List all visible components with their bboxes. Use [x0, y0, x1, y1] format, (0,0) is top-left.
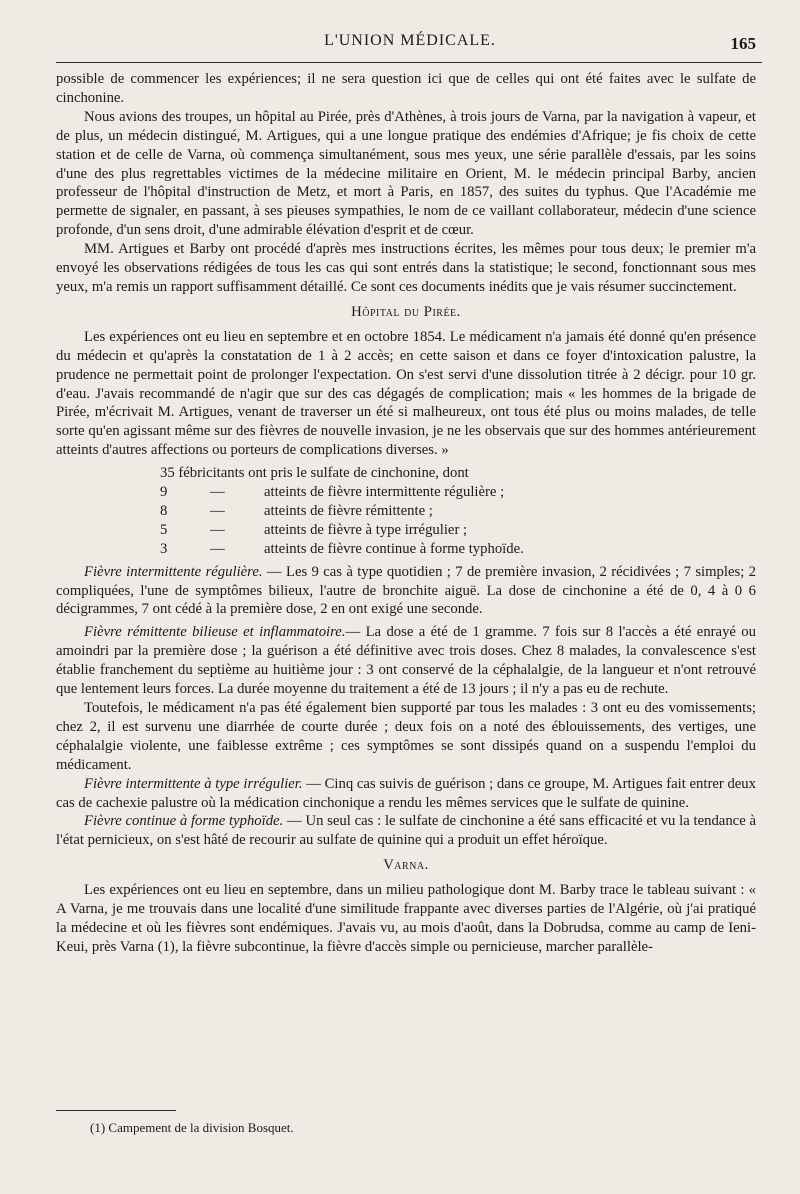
subheading: Fièvre intermittente régulière. [84, 563, 263, 580]
statistics-row [56, 502, 756, 521]
paragraph-text: — La dose a été de 1 gramme. 7 fois sur 8 l'accès a été enrayé ou amoindri par la première dose ; la guérison a été définitive avec trois doses. Chez 8 malades, la convalescence s'est établie franchement du septième au huitième jour : 3 ont conservé de la céphalalgie, de la langueur et n'ont retrouvé que lentement leurs forces. La durée moyenne du traitement a été de 13 jours ; il n'y a pas eu de rechute. [56, 624, 756, 698]
paragraph [56, 812, 756, 850]
stat-dash: — [210, 502, 225, 519]
stat-count: 9 [160, 484, 168, 501]
footnote-rule [56, 1110, 176, 1111]
paragraph-text: — Un seul cas : le sulfate de cinchonine a été sans efficacité et vu la tendance à l'état pernicieux, on s'est hâté de recourir au sulfate de quinine qui a produit un effet héroïque. [56, 813, 756, 849]
body-text [56, 70, 756, 957]
statistics-row [56, 483, 756, 502]
paragraph: Toutefois, le médicament n'a pas été également bien supporté par tous les malades : 3 ont eu des vomissements; chez 2, il est survenu une diarrhée de courte durée ; deux fois on a noté des éblouissements, des vertiges, une céphalalgie violente, une faiblesse extrême ; ces symptômes se sont dissipés quand on a suspendu l'emploi du médicament. [56, 700, 756, 773]
statistics-row [56, 521, 756, 540]
subheading: Fièvre continue à forme typhoïde. [84, 813, 284, 830]
stat-text: atteints de fièvre rémittente ; [264, 502, 433, 519]
stat-count: 3 [160, 540, 168, 557]
statistics-row [56, 540, 756, 559]
section-heading: Hôpital du Pirée. [351, 303, 461, 320]
paragraph [56, 563, 756, 620]
stat-count: 5 [160, 521, 168, 538]
page-header [60, 32, 760, 56]
paragraph: Nous avions des troupes, un hôpital au Pirée, près d'Athènes, à trois jours de Varna, par la navigation à vapeur, et de plus, un médecin distingué, M. Artigues, qui a une longue pratique des endémies d'Afrique; je fis choix de cette station et de celle de Varna, où commença simultanément, sous mes yeux, une série parallèle d'essais, par les soins d'une des plus regrettables victimes de la médecine militaire en Orient, M. le médecin principal Barby, ancien professeur de l'hôpital d'instruction de Metz, et mort à Paris, en 1857, des suites du typhus. Que l'Académie me permette de signaler, en passant, à ses pieuses sympathies, le nom de ce vaillant collaborateur, médecin d'une science profonde, d'un sens droit, d'une admirable élévation d'esprit et de cœur. [56, 108, 756, 239]
running-title: L'UNION MÉDICALE. [324, 32, 496, 49]
paragraph: Les expériences ont eu lieu en septembre et en octobre 1854. Le médicament n'a jamais été donné qu'en présence du médecin et qu'après la constatation de 1 à 2 accès; en cette saison et dans ce foyer d'intoxication palustre, la prudence ne permettait point de prolonger l'expectation. On s'est servi d'une dissolution titrée à 2 décigr. pour 10 gr. d'eau. J'avais recommandé de n'agir que sur des cas dégagés de complication; mais « les hommes de la brigade de Pirée, m'écrivait M. Artigues, venant de traverser un été si malheureux, ont tous été plus ou moins malades, de telle sorte qu'en agissant même sur des fièvres de nouvelle invasion, je ne les observais que sur des hommes antérieurement atteints d'autres affections ou porteurs de complications diverses. » [56, 328, 756, 459]
stat-count: 8 [160, 502, 168, 519]
paragraph: Les expériences ont eu lieu en septembre, dans un milieu pathologique dont M. Barby trace le tableau suivant : « A Varna, je me trouvais dans une localité d'une similitude frappante avec diverses parties de l'Algérie, où j'ai pratiqué la médecine et où les fièvres sont endémiques. J'avais vu, au mois d'août, dans la Dobrudsa, comme au camp de Ieni-Keui, près Varna (1), la fièvre subcontinue, la fièvre d'accès simple ou pernicieuse, marcher parallèle- [56, 882, 756, 955]
stat-text: atteints de fièvre continue à forme typhoïde. [264, 540, 524, 557]
subheading: Fièvre rémittente bilieuse et inflammatoire. [84, 624, 346, 641]
stat-text: atteints de fièvre à type irrégulier ; [264, 521, 468, 538]
section-heading: Varna. [383, 857, 429, 874]
subheading: Fièvre intermittente à type irrégulier. [84, 775, 303, 792]
footnote: (1) Campement de la division Bosquet. [90, 1120, 294, 1135]
paragraph-text: — Les 9 cas à type quotidien ; 7 de première invasion, 2 récidivées ; 7 simples; 2 compliquées, l'une de symptômes bilieux, l'autre de bronchite aiguë. La dose de cinchonine a été de 0, 4 à 0 6 décigrammes, 7 ont cédé à la première dose, 2 en ont exigé une seconde. [56, 563, 756, 618]
stat-dash: — [210, 484, 225, 501]
paragraph [56, 623, 756, 699]
paragraph [56, 775, 756, 813]
stat-dash: — [210, 521, 225, 538]
stat-dash: — [210, 540, 225, 557]
page-number: 165 [730, 34, 756, 53]
paragraph-text: — Cinq cas suivis de guérison ; dans ce groupe, M. Artigues fait entrer deux cas de cachexie palustre où la médication cinchonique a rendu les mêmes services que le sulfate de quinine. [56, 775, 756, 811]
header-rule [56, 62, 762, 63]
stat-text: atteints de fièvre intermittente régulière ; [264, 484, 505, 501]
paragraph: possible de commencer les expériences; il ne sera question ici que de celles qui ont été faites avec le sulfate de cinchonine. [56, 71, 756, 106]
paragraph: MM. Artigues et Barby ont procédé d'après mes instructions écrites, les mêmes pour tous deux; le premier m'a envoyé les observations rédigées de tous les cas qui sont entrés dans la statistique; le second, fonctionnant sous mes yeux, m'a remis un rapport suffisamment détaillé. Ce sont ces documents inédits que je vais résumer succinctement. [56, 241, 756, 295]
statistics-lead: 35 fébricitants ont pris le sulfate de cinchonine, dont [160, 465, 469, 482]
